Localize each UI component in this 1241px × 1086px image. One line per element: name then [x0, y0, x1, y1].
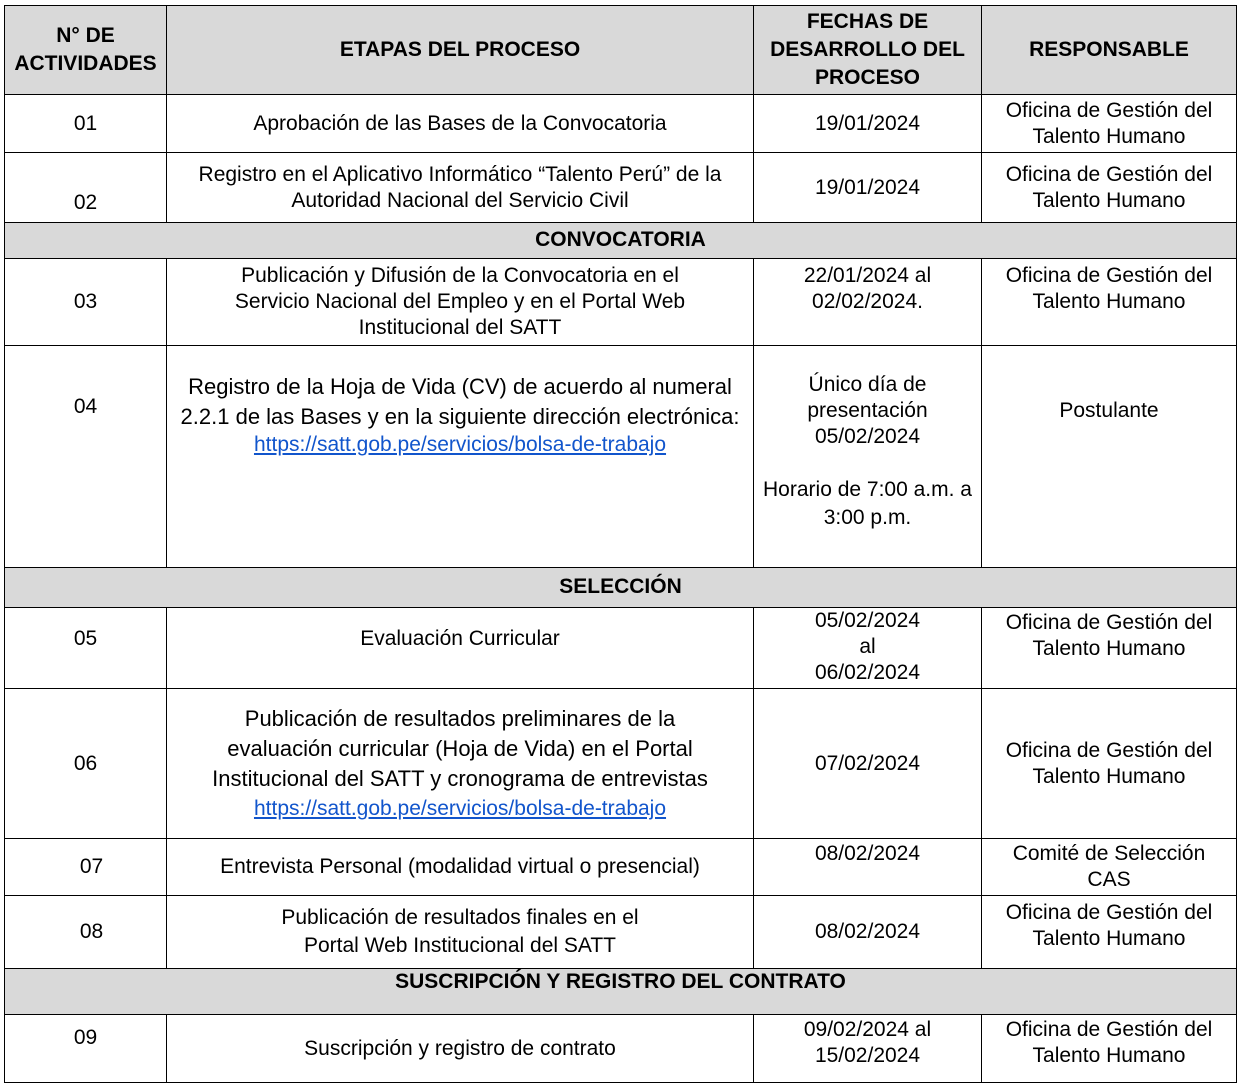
- activity-number: 06: [5, 689, 167, 839]
- header-stage: ETAPAS DEL PROCESO: [167, 6, 754, 95]
- activity-date: 08/02/2024: [754, 896, 982, 969]
- section-row: [5, 568, 1237, 608]
- activity-responsible: Oficina de Gestión del Talento Humano: [982, 1015, 1237, 1083]
- section-row: [5, 969, 1237, 1015]
- activity-responsible: Oficina de Gestión del Talento Humano: [982, 896, 1237, 969]
- activity-responsible: Comité de Selección CAS: [982, 839, 1237, 896]
- activity-number: 03: [5, 259, 167, 346]
- table-row: [5, 153, 1237, 223]
- activity-responsible: Oficina de Gestión del Talento Humano: [982, 608, 1237, 689]
- activity-date: 08/02/2024: [754, 839, 982, 896]
- activity-stage: Publicación y Difusión de la Convocatoria en el Servicio Nacional del Empleo y en el Portal Web Institucional del SATT: [167, 259, 754, 346]
- schedule-table: [4, 5, 1237, 1083]
- table-row: [5, 896, 1237, 969]
- table-row: [5, 839, 1237, 896]
- activity-stage: Suscripción y registro de contrato: [167, 1015, 754, 1083]
- activity-number: 08: [5, 896, 167, 969]
- activity-stage-cell: [167, 689, 754, 839]
- section-title-suscripcion: SUSCRIPCIÓN Y REGISTRO DEL CONTRATO: [5, 969, 1237, 1015]
- activity-date: 05/02/2024 al 06/02/2024: [754, 608, 982, 689]
- activity-number: 07: [5, 839, 167, 896]
- activity-number: 01: [5, 95, 167, 153]
- activity-stage: Publicación de resultados preliminares de la evaluación curricular (Hoja de Vida) en el Portal Institucional del SATT y cronograma de entrevistas: [212, 705, 708, 791]
- activity-stage: Entrevista Personal (modalidad virtual o presencial): [167, 839, 754, 896]
- activity-stage: Aprobación de las Bases de la Convocatoria: [167, 95, 754, 153]
- activity-stage: Publicación de resultados finales en el Portal Web Institucional del SATT: [167, 896, 754, 969]
- section-title-seleccion: SELECCIÓN: [5, 568, 1237, 608]
- activity-responsible: Oficina de Gestión del Talento Humano: [982, 153, 1237, 223]
- bolsa-de-trabajo-link[interactable]: https://satt.gob.pe/servicios/bolsa-de-trabajo: [253, 433, 667, 456]
- activity-stage: Evaluación Curricular: [167, 608, 754, 689]
- activity-date: Único día de presentación 05/02/2024: [807, 373, 928, 448]
- activity-date-cell: [754, 346, 982, 568]
- activity-date: 09/02/2024 al 15/02/2024: [754, 1015, 982, 1083]
- activity-stage: Registro de la Hoja de Vida (CV) de acuerdo al numeral 2.2.1 de las Bases y en la siguiente dirección electrónica:: [180, 374, 740, 429]
- header-row: [5, 6, 1237, 95]
- activity-date: 19/01/2024: [754, 153, 982, 223]
- table-row: [5, 689, 1237, 839]
- bolsa-de-trabajo-link[interactable]: https://satt.gob.pe/servicios/bolsa-de-trabajo: [253, 796, 667, 820]
- activity-date: 19/01/2024: [754, 95, 982, 153]
- section-row: [5, 223, 1237, 259]
- activity-stage: Registro en el Aplicativo Informático “Talento Perú” de la Autoridad Nacional del Servicio Civil: [167, 153, 754, 223]
- activity-responsible: Oficina de Gestión del Talento Humano: [982, 689, 1237, 839]
- table-row: [5, 608, 1237, 689]
- activity-responsible: Oficina de Gestión del Talento Humano: [982, 95, 1237, 153]
- activity-number: 04: [5, 346, 167, 568]
- section-title-convocatoria: CONVOCATORIA: [5, 223, 1237, 259]
- activity-responsible: Oficina de Gestión del Talento Humano: [982, 259, 1237, 346]
- activity-number: 09: [5, 1015, 167, 1083]
- table-row: [5, 1015, 1237, 1083]
- activity-number: 02: [5, 153, 167, 223]
- activity-date: 22/01/2024 al 02/02/2024.: [754, 259, 982, 346]
- table-row: [5, 259, 1237, 346]
- activity-responsible: Postulante: [982, 346, 1237, 568]
- activity-number: 05: [5, 608, 167, 689]
- table-row: [5, 95, 1237, 153]
- header-num: N° DE ACTIVIDADES: [5, 6, 167, 95]
- header-dates: FECHAS DE DESARROLLO DEL PROCESO: [754, 6, 982, 95]
- header-responsible: RESPONSABLE: [982, 6, 1237, 95]
- activity-date: 07/02/2024: [754, 689, 982, 839]
- table-row: [5, 346, 1237, 568]
- activity-schedule: Horario de 7:00 a.m. a 3:00 p.m.: [763, 478, 972, 529]
- activity-stage-cell: [167, 346, 754, 568]
